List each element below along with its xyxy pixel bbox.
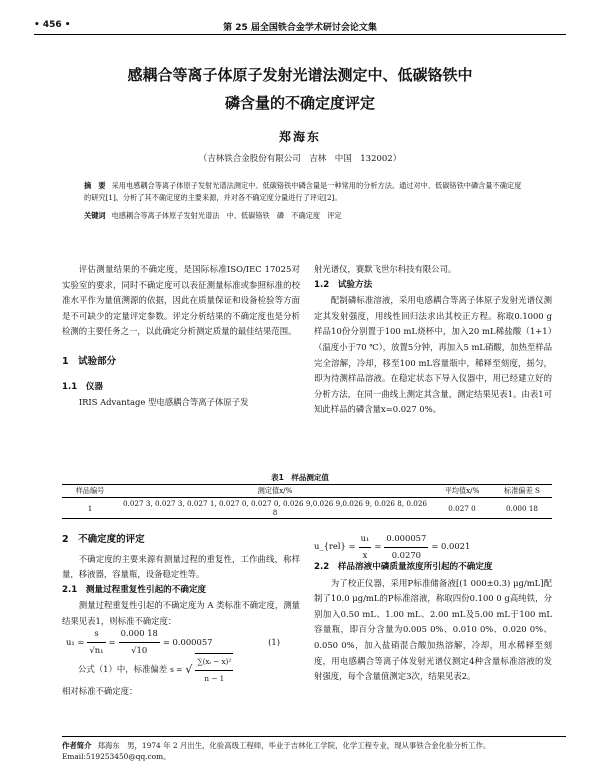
eq1-number: (1) <box>268 636 280 647</box>
author-name: 郑海东 <box>278 130 321 144</box>
repeatability-paragraph: 测量过程重复性引起的不确定度为 A 类标准不确定度，测量结果见表1，则标准不确定度： <box>62 600 300 626</box>
author-bio-text: 郑海东 男，1974 年 2 月出生，化验高级工程师，毕业于吉林化工学院，化学工程专业，现从事铁合金化验分析工作。Email:519253450@qq.com。 <box>62 741 491 761</box>
eq-s-fraction: $\frac{\text{∑(xᵢ − x)²}}{n - 1}$ <box>195 653 233 686</box>
table-caption: 表1 样品测定值 <box>271 473 329 482</box>
section-1-heading: 1 试验部分 <box>62 355 117 367</box>
table-header: 样品编号 <box>75 486 105 495</box>
running-header <box>34 18 566 34</box>
eq1-fraction-1: $\frac{s}{\text{√n₁}}$ <box>89 628 104 656</box>
eq1-lhs: u₁ = <box>66 636 85 647</box>
paper-title-line1: 感耦合等离子体原子发射光谱法测定中、低碳铬铁中 <box>127 66 473 84</box>
table-header: 标准偏差 S <box>504 486 540 495</box>
equation-2: u_{rel} = $\frac{\text{u₁}}{x}$ = $\frac{0.000057}{0.0270}$ = 0.0021 <box>314 534 552 560</box>
right-column-lower <box>314 534 552 685</box>
table-cell: 1 <box>87 503 93 513</box>
table-cell: 0.027 0 <box>448 503 476 513</box>
table-cell: 0.000 18 <box>505 503 538 513</box>
journal-title: 第 25 届全国铁合金学术研讨会论文集 <box>223 23 377 33</box>
table-cell: 0.027 3, 0.027 3, 0.027 1, 0.027 0, 0.027 0, 0.026 9,0.026 9,0.026 9, 0.026 8, 0.026 8 <box>122 499 428 517</box>
method-paragraph: 配制磷标准溶液，采用电感耦合等离子体原子发射光谱仪测定其发射强度，用线性回归法求出其校正方程。称取0.1000 g样品10份分别置于100 mL烧杯中，加入20 mL稀盐酸（1+1）（温度小于70 ℃），放置5分钟，再加入5 mL硝酸，加热至样品完全溶解，冷却，移至100 mL容量瓶中，稀释至刻度，摇匀，即为待测样品溶液。在稳定状态下导入仪器中，用已经建立好的分析方法，在同一曲线上测定其含量，测定结果见表1。由表1可知此样品的磷含量x=0.027 0%。 <box>314 295 552 415</box>
section-1-2-heading: 1.2 试验方法 <box>314 279 373 290</box>
keywords-label: 关键词 <box>84 211 106 220</box>
eq2-fraction-1: $\frac{\text{u₁}}{x}$ <box>360 532 370 560</box>
paper-title-line2: 磷含量的不确定度评定 <box>224 94 375 112</box>
eq2-fraction-2: $\frac{0.000057}{0.0270}$ <box>386 532 427 560</box>
equation-1: u₁ = $\frac{s}{\text{√n₁}}$ = $\frac{0.000 18}{√10}$ = 0.000057 (1) <box>62 630 300 656</box>
footer-rule <box>62 736 566 737</box>
affiliation: （吉林铁合金股份有限公司 吉林 中国 132002） <box>198 154 402 164</box>
intro-paragraph: 评估测量结果的不确定度，是国际标准ISO/IEC 17025对实验室的要求，同时不确定度可以表征测量标准或参照标准的校准水平作为量值溯源的依据，因此在质量保证和设备检验等方面是不可缺少的定量评定参数。评定分析结果的不确定度也是分析检测的主要任务之一，以此确定分析测定质量的最佳结果范围。 <box>62 264 300 337</box>
header-rule <box>34 34 566 35</box>
section-2-2-heading: 2.2 样品溶液中磷质量浓度所引起的不确定度 <box>314 562 493 572</box>
uncertainty-sources-paragraph: 不确定度的主要来源有测量过程的重复性，工作曲线，称样量，移液器，容量瓶，设备稳定性等。 <box>62 553 300 580</box>
keywords <box>84 210 524 222</box>
instrument-continued: 射光谱仪，赛默飞世尔科技有限公司。 <box>314 264 457 274</box>
section-2-1-heading: 2.1 测量过程重复性引起的不确定度 <box>62 584 207 595</box>
table-header: 测定值x/% <box>257 486 293 495</box>
instrument-paragraph: IRIS Advantage 型电感耦合等离子体原子发 <box>78 397 249 408</box>
equation-s-line: 公式（1）中，标准偏差 s = √ $\frac{\text{∑(xᵢ − x)²}}{n - 1}$ <box>62 656 300 684</box>
table-header-row <box>62 485 552 498</box>
abstract-text: 采用电感耦合等离子体原子发射光谱法测定中、低碳铬铁中磷含量是一种常用的分析方法。通过对中、低碳铬铁中磷含量不确定度的研究[1]，分析了其不确定度的主要来源，并对各不确定度分量进行了评定[2]。 <box>84 181 522 202</box>
left-column-lower <box>62 532 300 699</box>
abstract-label: 摘 要 <box>84 181 106 190</box>
table-header: 平均值x/% <box>444 486 480 495</box>
author-bio-label: 作者简介 <box>62 741 92 750</box>
page-number: • 456 • <box>34 20 71 30</box>
section-2-heading: 2 不确定度的评定 <box>62 534 145 545</box>
eq1-fraction-2: $\frac{0.000 18}{√10}$ <box>120 628 158 656</box>
author-bio <box>62 740 566 762</box>
left-column-upper <box>62 262 300 411</box>
results-table <box>62 484 552 519</box>
abstract <box>84 180 524 204</box>
right-column-upper <box>314 262 552 418</box>
table-row <box>62 498 552 519</box>
keywords-text: 电感耦合等离子体原子发射光谱法 中、低碳铬铁 磷 不确定度 评定 <box>111 211 342 220</box>
relative-uncertainty-label: 相对标准不确定度： <box>62 685 138 696</box>
concentration-paragraph: 为了校正仪器，采用P标准储备液[(1 000±0.3) μg/mL]配制了10.0 μg/mL的P标准溶液，称取四份0.100 0 g高纯铁，分别加入0.50 mL、1.00 mL、2.00 mL及5.00 mL于100 mL容量瓶，即百分含量为0.005 0%、0.010 0%、0.020 0%、0.050 0%，加入盐硝混合酸加热溶解，冷却，用水稀释至刻度，用电感耦合等离子体发射光谱仪测定4种含量标准溶液的发射强度，每个含量值测定3次，结果见表2。 <box>314 577 552 682</box>
section-1-1-heading: 1.1 仪器 <box>62 381 104 392</box>
